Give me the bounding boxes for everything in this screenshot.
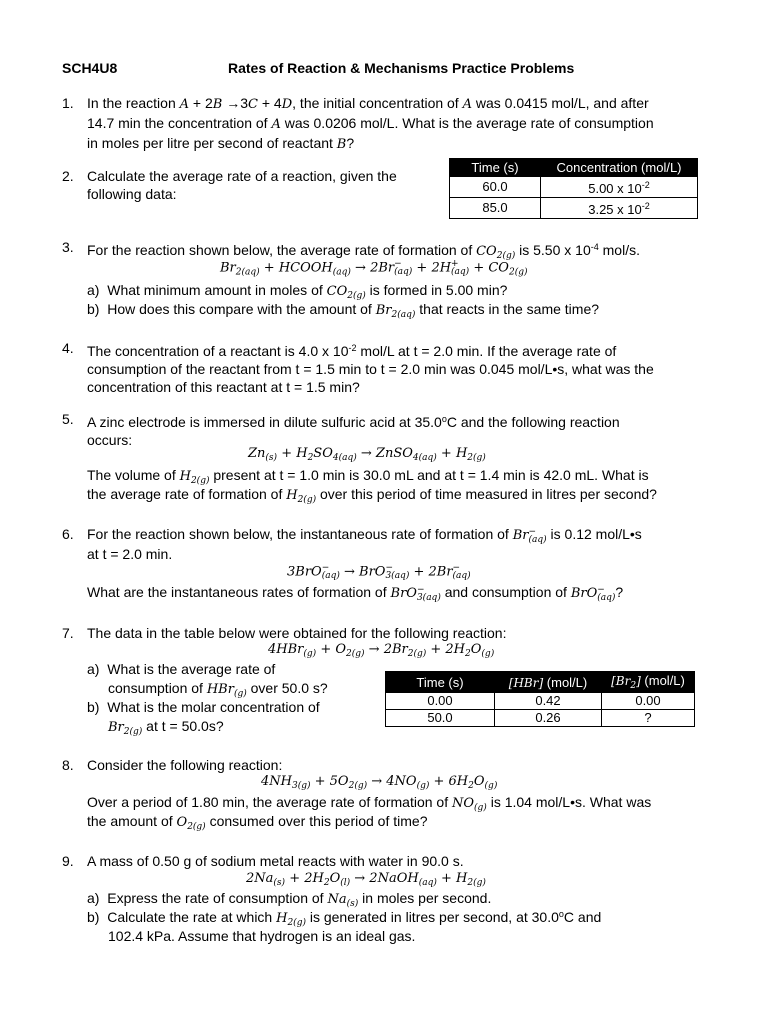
equation-q6: 3BrO − (aq) → BrO − 3(aq) + 2Br − (aq) (287, 563, 471, 581)
equation-q3: $Br_{2(aq)}$ + $HCOOH_{(aq)} \to 2Br$ − (aq) + 2H + (aq) + $CO_{2(g)}$ (220, 259, 528, 278)
question-2: 2. Calculate the average rate of a reaction, given the following data: (62, 168, 397, 202)
table-row: 50.0 0.26 ? (386, 710, 695, 727)
q9-part-a: a) Express the rate of consumption of $Na_{(s)}$ in moles per second. (87, 890, 492, 909)
table-header: Concentration (mol/L) (541, 159, 698, 177)
question-7: 7. The data in the table below were obtained for the following reaction: (62, 625, 507, 641)
question-number: 8. (62, 757, 74, 773)
q7-part-b-2: $Br_{2(g)}$ at t = 50.0s? (108, 718, 224, 737)
equation-q8: $4NH_{3(g)} + 5O_{2(g)} \to 4NO_{(g)} + 6H_2O_{(g)}$ (261, 774, 498, 791)
q9-part-b: b) Calculate the rate at which $H_{2(g)}$ is generated in litres per second, at 30.0$^o$C and (87, 909, 602, 928)
question-number: 9. (62, 853, 74, 869)
q8-line-3: the amount of $O_{2(g)}$ consumed over this period of time? (87, 813, 428, 832)
table-row: 0.00 0.42 0.00 (386, 693, 695, 710)
q7-part-a: a) What is the average rate of (87, 661, 276, 677)
question-number: 7. (62, 625, 74, 641)
q2-data-table (449, 158, 698, 219)
table-row: 85.0 3.25 x $10^{-2}$ (450, 198, 698, 219)
question-9: 9. A mass of 0.50 g of sodium metal reacts with water in 90.0 s. (62, 853, 464, 869)
q8-line-2: Over a period of 1.80 min, the average rate of formation of $NO_{(g)}$ is 1.04 mol/L•s. What was (87, 794, 652, 813)
table-header: [HBr] (mol/L) (495, 672, 602, 693)
question-number: 1. (62, 95, 74, 111)
course-code: SCH4U8 (62, 60, 118, 76)
q3-part-a: a) What minimum amount in moles of $CO_{2(g)}$ is formed in 5.00 min? (87, 282, 508, 301)
equation-q5: $Zn_{(s)} + H_2SO_{4(aq)}$ → ZnSO$_{4(aq)}$ + $H_{2(g)}$ (248, 446, 486, 463)
q7-part-a-2: consumption of HBr$_{(g)}$ over 50.0 s? (108, 680, 328, 699)
question-8: 8. Consider the following reaction: (62, 757, 283, 773)
q6-line-3: What are the instantaneous rates of formation of BrO − 3(aq) and consumption of BrO − (aq) ? (87, 584, 624, 603)
equation-q9: $2Na_{(s)} + 2H_2O_{(l)}$ → 2NaOH$_{(aq)}$ + $H_{2(g)}$ (246, 871, 486, 888)
question-number: 4. (62, 340, 74, 356)
page-title: Rates of Reaction & Mechanisms Practice Problems (228, 60, 575, 76)
q5-line-3: The volume of $H_{2(g)}$ present at t = 1.0 min is 30.0 mL and at t = 1.4 min is 42.0 mL. What is (87, 467, 649, 486)
q3-part-b: b) How does this compare with the amount of $Br_{2(aq)}$ that reacts in the same time? (87, 301, 600, 320)
table-header: Time (s) (386, 672, 495, 693)
question-1: 1. In the reaction A + 2B →3C + 4D, the initial concentration of A was 0.0415 mol/L, and after 14.7 min the concentration of A was 0.0206 mol/L. What is the average rate of consumption in moles per litre per second of reactant B? (62, 95, 654, 152)
question-number: 6. (62, 526, 74, 542)
q7-data-table (385, 671, 695, 727)
question-number: 5. (62, 411, 74, 427)
q5-line-4: the average rate of formation of $H_{2(g)}$ over this period of time measured in litres per second? (87, 486, 657, 505)
q9-part-b-2: 102.4 kPa. Assume that hydrogen is an ideal gas. (108, 928, 416, 944)
question-4: 4. The concentration of a reactant is 4.0 x $10^{-2}$ mol/L at t = 2.0 min. If the average rate of consumption of the reactant from t = 1.5 min to t = 2.0 min was 0.045 mol/L•s, what was the concentration of this reactant at t = 1.5 min? (62, 340, 654, 395)
q7-part-b: b) What is the molar concentration of (87, 699, 320, 715)
equation-q7: $4HBr_{(g)} + O_{2(g)} \to 2Br_{2(g)} + 2H_2O_{(g)}$ (268, 642, 495, 659)
question-5: 5. A zinc electrode is immersed in dilute sulfuric acid at 35.0$^o$C and the following reaction occurs: (62, 411, 620, 448)
table-header: Time (s) (450, 159, 541, 177)
question-number: 3. (62, 239, 74, 255)
question-number: 2. (62, 168, 74, 184)
table-row: 60.0 5.00 x $10^{-2}$ (450, 177, 698, 198)
table-header: $[Br_2]$ (mol/L) (602, 672, 695, 693)
question-6: 6. For the reaction shown below, the instantaneous rate of formation of Br − (aq) is 0.12 mol/L•s at t = 2.0 min. (62, 526, 642, 562)
question-3: 3. For the reaction shown below, the average rate of formation of $CO_{2(g)}$ is 5.50 x $10^{-4}$ mol/s. (62, 239, 640, 261)
